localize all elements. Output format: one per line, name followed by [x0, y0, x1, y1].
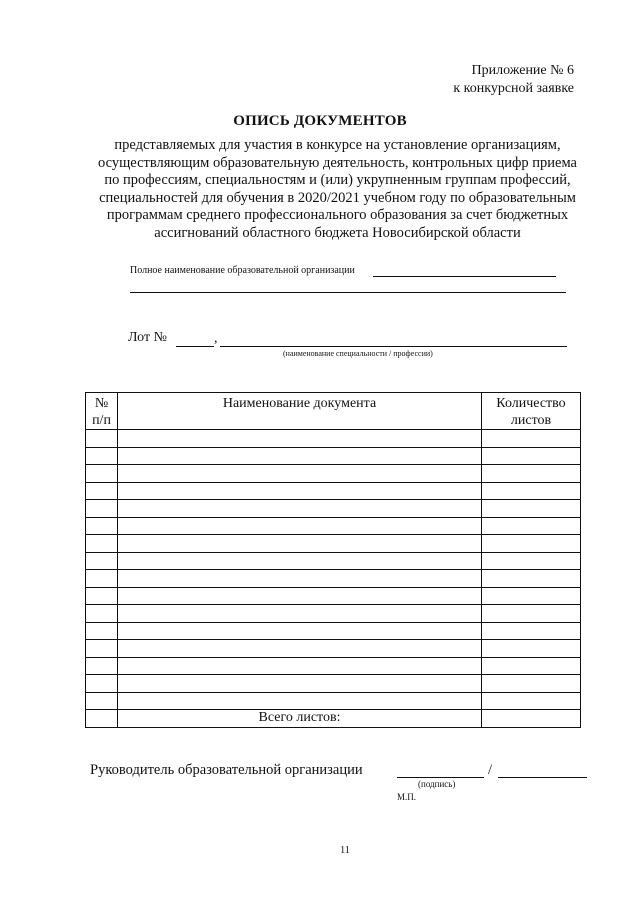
document-title: ОПИСЬ ДОКУМЕНТОВ	[233, 113, 407, 129]
column-header-document-name: Наименование документа	[118, 393, 482, 430]
row-number-cell[interactable]	[86, 482, 118, 500]
table-row	[86, 517, 581, 535]
row-document-name-cell[interactable]	[118, 447, 482, 465]
row-document-name-cell[interactable]	[118, 622, 482, 640]
row-document-name-cell[interactable]	[118, 675, 482, 693]
row-document-name-cell[interactable]	[118, 692, 482, 710]
subtitle-line: по профессиям, специальностям и (или) укрупненным группам профессий,	[104, 172, 571, 189]
signature-field[interactable]	[397, 777, 484, 778]
table-row	[86, 657, 581, 675]
row-sheets-cell[interactable]	[482, 640, 581, 658]
column-header-sheets-line2: листов	[510, 413, 552, 428]
row-sheets-cell[interactable]	[482, 605, 581, 623]
total-cell-number	[86, 710, 118, 728]
row-document-name-cell[interactable]	[118, 430, 482, 448]
row-sheets-cell[interactable]	[482, 675, 581, 693]
specialty-field[interactable]	[220, 346, 567, 347]
org-name-field[interactable]	[373, 276, 556, 277]
row-number-cell[interactable]	[86, 535, 118, 553]
row-document-name-cell[interactable]	[118, 640, 482, 658]
table-row	[86, 570, 581, 588]
table-row	[86, 605, 581, 623]
subtitle-line: представляемых для участия в конкурсе на установление организациям,	[114, 137, 561, 153]
row-document-name-cell[interactable]	[118, 570, 482, 588]
table-row	[86, 692, 581, 710]
row-sheets-cell[interactable]	[482, 657, 581, 675]
table-row	[86, 447, 581, 465]
row-sheets-cell[interactable]	[482, 692, 581, 710]
row-sheets-cell[interactable]	[482, 500, 581, 518]
row-sheets-cell[interactable]	[482, 552, 581, 570]
total-row	[86, 710, 581, 728]
row-number-cell[interactable]	[86, 605, 118, 623]
row-number-cell[interactable]	[86, 675, 118, 693]
table-row	[86, 535, 581, 553]
total-sheets-cell[interactable]	[482, 710, 581, 728]
row-sheets-cell[interactable]	[482, 430, 581, 448]
signature-name-field[interactable]	[498, 777, 587, 778]
table-row	[86, 587, 581, 605]
row-document-name-cell[interactable]	[118, 482, 482, 500]
table-row	[86, 622, 581, 640]
row-sheets-cell[interactable]	[482, 535, 581, 553]
row-document-name-cell[interactable]	[118, 552, 482, 570]
table-row	[86, 640, 581, 658]
column-header-sheets-line1: Количество	[496, 396, 566, 411]
stamp-place: М.П.	[397, 792, 417, 802]
table-row	[86, 465, 581, 483]
appendix-line-2: к конкурсной заявке	[453, 81, 574, 96]
lot-label: Лот №	[128, 330, 167, 345]
documents-table	[85, 392, 581, 728]
subtitle-line: осуществляющим образовательную деятельность, контрольных цифр приема	[98, 154, 577, 171]
row-number-cell[interactable]	[86, 517, 118, 535]
column-header-number-line2: п/п	[92, 413, 111, 428]
subtitle-line: ассигнований областного бюджета Новосибирской области	[154, 224, 521, 241]
lot-number-field[interactable]	[176, 346, 214, 347]
row-document-name-cell[interactable]	[118, 657, 482, 675]
column-header-sheets	[482, 393, 581, 430]
row-number-cell[interactable]	[86, 622, 118, 640]
table-row	[86, 552, 581, 570]
row-number-cell[interactable]	[86, 552, 118, 570]
subtitle-line: программам среднего профессионального образования за счет бюджетных	[106, 207, 569, 224]
table-row	[86, 500, 581, 518]
row-sheets-cell[interactable]	[482, 570, 581, 588]
row-sheets-cell[interactable]	[482, 622, 581, 640]
table-row	[86, 482, 581, 500]
page-number: 11	[340, 845, 350, 856]
row-document-name-cell[interactable]	[118, 587, 482, 605]
org-name-label: Полное наименование образовательной организации	[130, 265, 355, 276]
row-document-name-cell[interactable]	[118, 605, 482, 623]
column-header-number	[86, 393, 118, 430]
specialty-hint: (наименование специальности / профессии)	[283, 349, 433, 358]
signature-hint: (подпись)	[418, 779, 456, 789]
lot-comma: ,	[214, 331, 218, 346]
org-name-field-continuation[interactable]	[130, 292, 566, 293]
row-sheets-cell[interactable]	[482, 447, 581, 465]
row-sheets-cell[interactable]	[482, 587, 581, 605]
row-sheets-cell[interactable]	[482, 482, 581, 500]
subtitle-line: специальностей для обучения в 2020/2021 учебном году по образовательным	[99, 189, 576, 206]
row-document-name-cell[interactable]	[118, 517, 482, 535]
row-number-cell[interactable]	[86, 570, 118, 588]
table-body	[86, 430, 581, 710]
row-number-cell[interactable]	[86, 640, 118, 658]
row-number-cell[interactable]	[86, 447, 118, 465]
table-row	[86, 430, 581, 448]
row-number-cell[interactable]	[86, 500, 118, 518]
row-sheets-cell[interactable]	[482, 465, 581, 483]
row-number-cell[interactable]	[86, 430, 118, 448]
table-row	[86, 675, 581, 693]
appendix-line-1: Приложение № 6	[471, 63, 574, 78]
row-sheets-cell[interactable]	[482, 517, 581, 535]
total-label: Всего листов:	[118, 710, 482, 728]
lot-row	[128, 330, 167, 346]
table-header-row	[86, 393, 581, 430]
row-number-cell[interactable]	[86, 465, 118, 483]
signature-separator: /	[488, 762, 493, 778]
row-document-name-cell[interactable]	[118, 500, 482, 518]
signature-label: Руководитель образовательной организации	[90, 762, 363, 778]
row-document-name-cell[interactable]	[118, 465, 482, 483]
document-subtitle	[80, 137, 595, 243]
row-number-cell[interactable]	[86, 692, 118, 710]
appendix-note	[380, 62, 574, 98]
column-header-number-line1: №	[94, 396, 109, 411]
row-document-name-cell[interactable]	[118, 535, 482, 553]
row-number-cell[interactable]	[86, 657, 118, 675]
row-number-cell[interactable]	[86, 587, 118, 605]
